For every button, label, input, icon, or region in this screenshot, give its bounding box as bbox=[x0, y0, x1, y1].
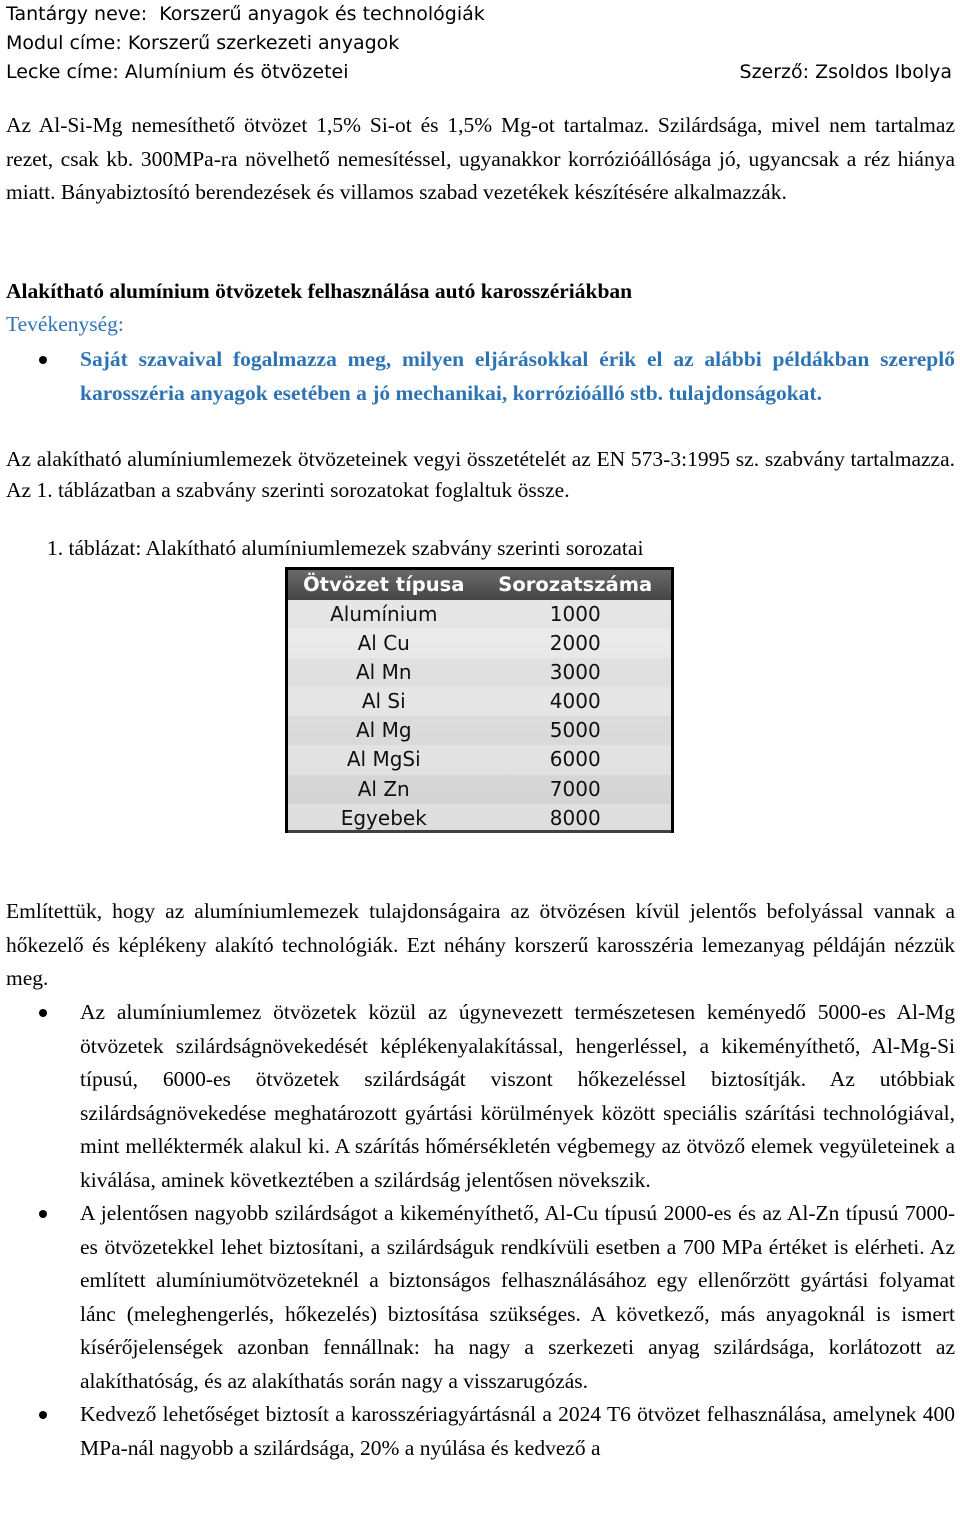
table-caption: 1. táblázat: Alakítható alumíniumlemezek szabvány szerinti sorozatai bbox=[47, 536, 644, 560]
table-row bbox=[288, 716, 671, 745]
table-cell: 3000 bbox=[549, 660, 601, 685]
activity-item bbox=[0, 343, 955, 410]
alloy-list bbox=[0, 996, 955, 1465]
list-item bbox=[0, 1398, 955, 1465]
lesson-label: Lecke címe: bbox=[6, 61, 119, 83]
activity-list bbox=[0, 343, 955, 410]
bullet-icon bbox=[39, 1009, 47, 1017]
mentioned-paragraph: Említettük, hogy az alumíniumlemezek tulajdonságaira az ötvözésen kívül jelentős befolyással vannak a hőkezelő és képlékeny alakító technológiák. Ezt néhány korszerű karosszéria lemezanyag példáján nézzük meg. bbox=[6, 899, 955, 990]
activity-label: Tevékenység: bbox=[6, 312, 124, 336]
list-item-text: A jelentősen nagyobb szilárdságot a kikeményíthető, Al-Cu típusú 2000-es és az Al-Zn típusú 7000-es ötvözetekkel lehet biztosítani, a szilárdságuk rendkívüli esetben a 700 MPa értéket is elérheti. Az említett alumíniumötvözeteknél a biztonságos felhasználásához egy ellenőrzött gyártási folyamat lánc (meleghengerlés, hőkezelés) biztosítása szükséges. A következő, más anyagoknál is ismert kísérőjelenségek azonban fennállnak: ha nagy a szerkezeti anyag szilárdsága, korlátozott az alakíthatóság, és az alakíthatás során nagy a visszarugózás. bbox=[80, 1201, 955, 1393]
subject-value: Korszerű anyagok és technológiák bbox=[159, 3, 485, 25]
activity-text: Saját szavaival fogalmazza meg, milyen eljárásokkal érik el az alábbi példákban szereplő karosszéria anyagok esetében a jó mechanikai, korrózióálló stb. tulajdonságokat. bbox=[80, 347, 955, 405]
table-cell: 6000 bbox=[549, 747, 601, 772]
table-header-series: Sorozatszáma bbox=[498, 573, 653, 596]
table-cell: Egyebek bbox=[340, 805, 427, 830]
table-cell: Alumínium bbox=[330, 602, 438, 626]
intro-paragraph: Az Al-Si-Mg nemesíthető ötvözet 1,5% Si-ot és 1,5% Mg-ot tartalmaz. Szilárdsága, mivel nem tartalmaz rezet, csak kb. 300MPa-ra növelhető nemesítéssel, ugyanakkor korrózióállósága jó, ugyancsak a réz hiánya miatt. Bányabiztosító berendezések és villamos szabad vezetékek készítésére alkalmazzák. bbox=[6, 113, 955, 204]
bullet-icon bbox=[39, 356, 47, 364]
table-cell: 1000 bbox=[549, 602, 601, 626]
list-item bbox=[0, 996, 955, 1197]
table-header-row bbox=[288, 570, 671, 600]
list-item-text: Az alumíniumlemez ötvözetek közül az úgynevezett természetesen keményedő 5000-es Al-Mg ötvözetek szilárdságnövekedését képlékenyalakítással, hengerléssel, a kikeményíthető, Al-Mg-Si típusú, 6000-es ötvözetek szilárdságát viszont hőkezeléssel biztosítják. Az utóbbiak szilárdságnövekedése meghatározott gyártási körülmények között speciális szárítási technológiával, mint melléktermék alakul ki. A szárítás hőmérsékletén végbemegy az ötvöző elemek vegyületeinek a kiválása, aminek következtében a szilárdság jelentősen növekszik. bbox=[80, 1000, 955, 1192]
document-header bbox=[6, 0, 952, 87]
subject-line bbox=[6, 0, 952, 29]
lesson-value: Alumínium és ötvözetei bbox=[124, 61, 349, 83]
table-cell: 5000 bbox=[549, 718, 601, 743]
series-table bbox=[285, 567, 674, 833]
table-row bbox=[288, 600, 671, 629]
table-row bbox=[288, 745, 671, 774]
author: Szerző: Zsoldos Ibolya bbox=[739, 61, 952, 83]
table-cell: Al Cu bbox=[357, 631, 410, 656]
table-row bbox=[288, 629, 671, 658]
table-cell: 7000 bbox=[549, 776, 601, 801]
table-row bbox=[288, 658, 671, 687]
table-cell: Al Zn bbox=[357, 776, 410, 801]
lesson-line bbox=[6, 58, 952, 87]
table-cell: Al Mn bbox=[355, 660, 412, 685]
list-item-text: Kedvező lehetőséget biztosít a karosszériagyártásnál a 2024 T6 ötvözet felhasználása, amelynek 400 MPa-nál nagyobb a szilárdsága, 20% a nyúlása és kedvező a bbox=[80, 1402, 955, 1460]
section-heading: Alakítható alumínium ötvözetek felhasználása autó karosszériákban bbox=[6, 279, 633, 303]
subject-label: Tantárgy neve: bbox=[6, 3, 148, 25]
table-cell: Al Mg bbox=[355, 718, 412, 743]
table-header-type: Ötvözet típusa bbox=[303, 573, 465, 596]
table-cell: Al Si bbox=[361, 689, 406, 714]
list-item bbox=[0, 1197, 955, 1398]
standard-paragraph: Az alakítható alumíniumlemezek ötvözeteinek vegyi összetételét az EN 573-3:1995 sz. szabvány tartalmazza. Az 1. táblázatban a szabvány szerinti sorozatokat foglaltuk össze. bbox=[6, 447, 955, 502]
table-cell: Al MgSi bbox=[346, 747, 421, 772]
table-row bbox=[288, 775, 671, 804]
table-cell: 4000 bbox=[549, 689, 601, 714]
module-value: Korszerű szerkezeti anyagok bbox=[127, 32, 400, 54]
module-line bbox=[6, 29, 952, 58]
table-cell: 8000 bbox=[549, 805, 601, 830]
table-cell: 2000 bbox=[549, 631, 601, 656]
bullet-icon bbox=[39, 1210, 47, 1218]
table-row bbox=[288, 804, 671, 833]
table-row bbox=[288, 687, 671, 716]
bullet-icon bbox=[39, 1411, 47, 1419]
module-label: Modul címe: bbox=[6, 32, 122, 54]
